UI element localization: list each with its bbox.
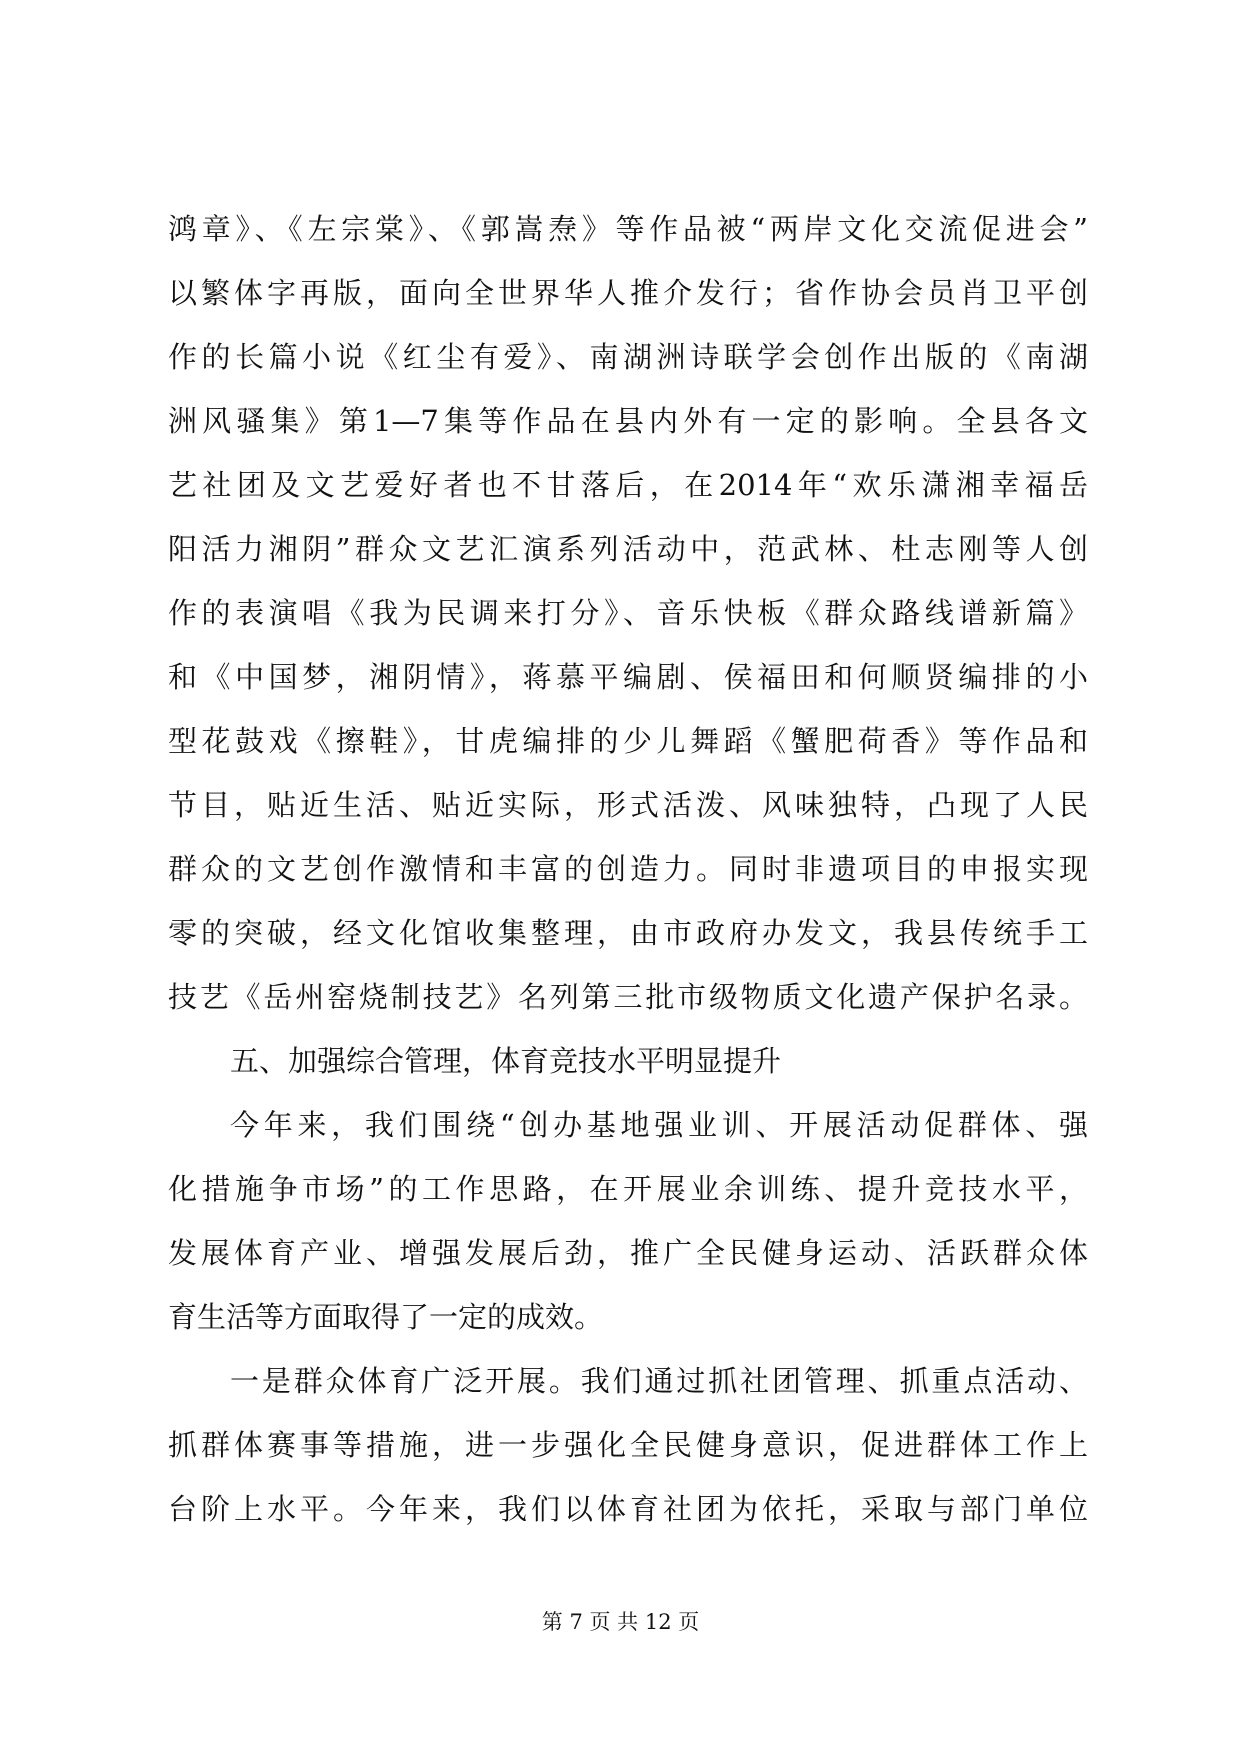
text-line: 和《中国梦，湘阴情》，蒋慕平编剧、侯福田和何顺贤编排的小 [168, 660, 1088, 694]
section-heading: 五、加强综合管理，体育竞技水平明显提升 [230, 1044, 782, 1078]
text-line: 作的表演唱《我为民调来打分》、音乐快板《群众路线谱新篇》 [168, 596, 1088, 630]
text-line: 一是群众体育广泛开展。我们通过抓社团管理、抓重点活动、 [230, 1364, 1088, 1398]
text-line: 今年来，我们围绕“创办基地强业训、开展活动促群体、强 [230, 1108, 1088, 1142]
text-line: 节目，贴近生活、贴近实际，形式活泼、风味独特，凸现了人民 [168, 788, 1088, 822]
text-line: 作的长篇小说《红尘有爱》、南湖洲诗联学会创作出版的《南湖 [168, 340, 1088, 374]
text-line: 以繁体字再版，面向全世界华人推介发行；省作协会员肖卫平创 [168, 276, 1088, 310]
text-line: 鸿章》、《左宗棠》、《郭嵩焘》等作品被“两岸文化交流促进会” [168, 212, 1088, 246]
page-number-footer: 第 7 页 共 12 页 [541, 1610, 700, 1634]
document-body [168, 197, 1088, 1541]
text-line: 艺社团及文艺爱好者也不甘落后，在2014年“欢乐潇湘幸福岳 [168, 468, 1088, 502]
text-line: 化措施争市场”的工作思路，在开展业余训练、提升竞技水平， [168, 1172, 1088, 1206]
text-line: 台阶上水平。今年来，我们以体育社团为依托，采取与部门单位 [168, 1492, 1088, 1526]
text-line: 阳活力湘阴”群众文艺汇演系列活动中，范武林、杜志刚等人创 [168, 532, 1088, 566]
text-line: 零的突破，经文化馆收集整理，由市政府办发文，我县传统手工 [168, 916, 1088, 950]
text-line: 发展体育产业、增强发展后劲，推广全民健身运动、活跃群众体 [168, 1236, 1088, 1270]
text-line: 洲风骚集》第1—7集等作品在县内外有一定的影响。全县各文 [168, 404, 1088, 438]
text-line: 技艺《岳州窑烧制技艺》名列第三批市级物质文化遗产保护名录。 [168, 980, 1088, 1014]
text-line: 群众的文艺创作激情和丰富的创造力。同时非遗项目的申报实现 [168, 852, 1088, 886]
text-line: 抓群体赛事等措施，进一步强化全民健身意识，促进群体工作上 [168, 1428, 1088, 1462]
text-line: 型花鼓戏《擦鞋》，甘虎编排的少儿舞蹈《蟹肥荷香》等作品和 [168, 724, 1088, 758]
text-line: 育生活等方面取得了一定的成效。 [168, 1300, 604, 1334]
